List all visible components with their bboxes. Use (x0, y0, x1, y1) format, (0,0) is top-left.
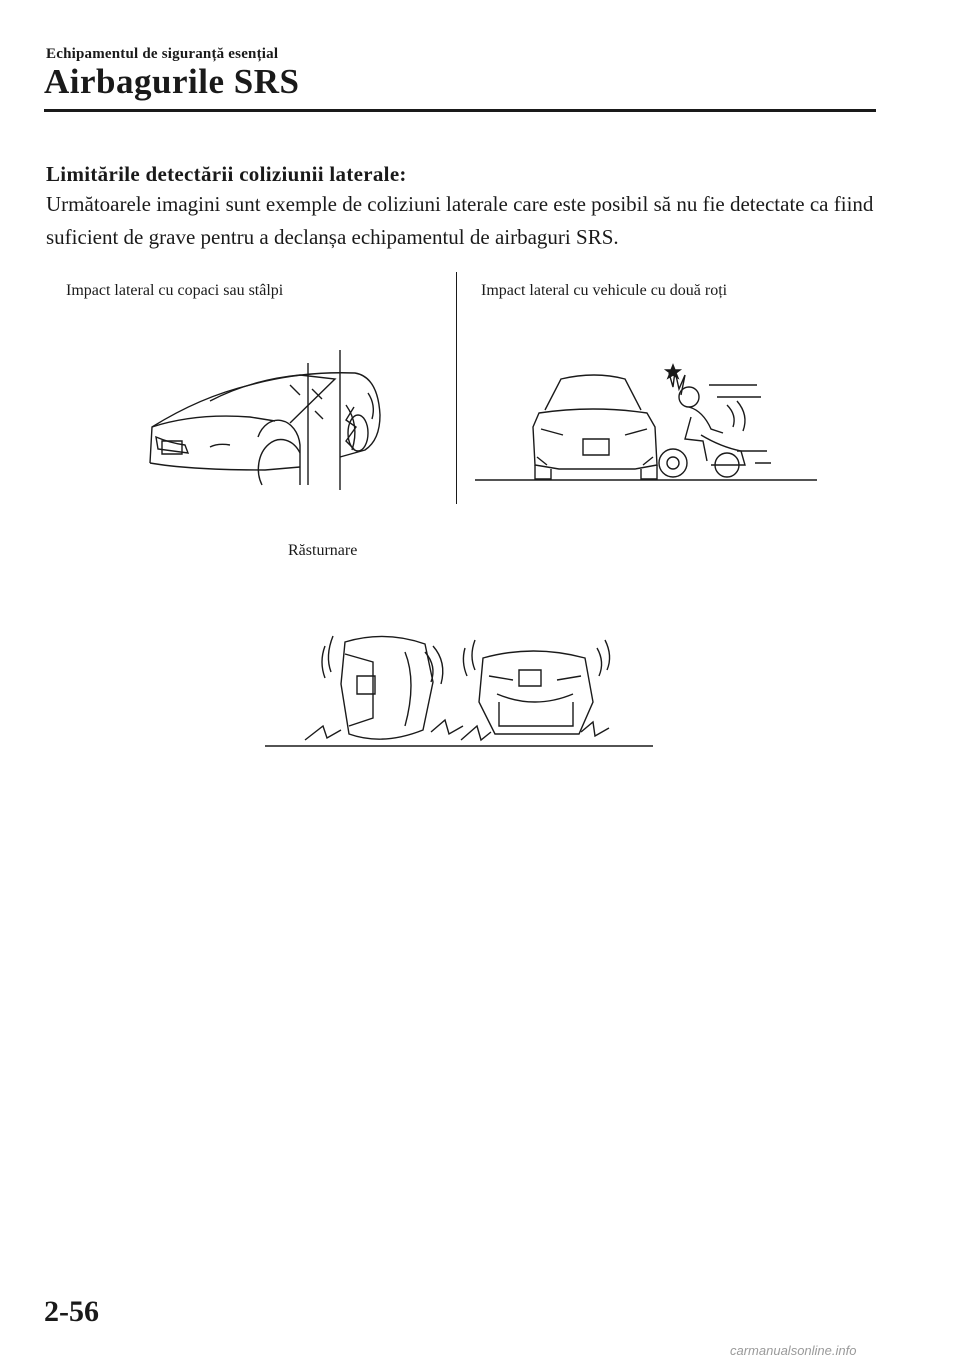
rollover-illustration (265, 622, 655, 750)
caption-two-wheeler-impact: Impact lateral cu vehicule cu două roți (481, 282, 728, 299)
watermark-link[interactable]: carmanualsonline.info (730, 1343, 857, 1358)
caption-rollover: Răsturnare (288, 542, 358, 559)
caption-pole-impact: Impact lateral cu copaci sau stâlpi (66, 282, 284, 299)
section-subheading: Limitările detectării coliziunii laterale: (46, 162, 407, 186)
page-number: 2-56 (44, 1295, 99, 1328)
two-wheeler-impact-illustration (475, 365, 820, 483)
pole-impact-illustration (140, 345, 390, 495)
section-label: Echipamentul de siguranță esențial (46, 46, 279, 62)
figure-divider (456, 272, 457, 504)
title-rule (44, 109, 876, 112)
page-title: Airbagurile SRS (44, 62, 300, 101)
body-paragraph: Următoarele imagini sunt exemple de coliziuni laterale care este posibil să nu fie detectate ca fiind suficient de grave pentru a declanșa echipamentul de airbaguri SRS. (46, 192, 874, 249)
